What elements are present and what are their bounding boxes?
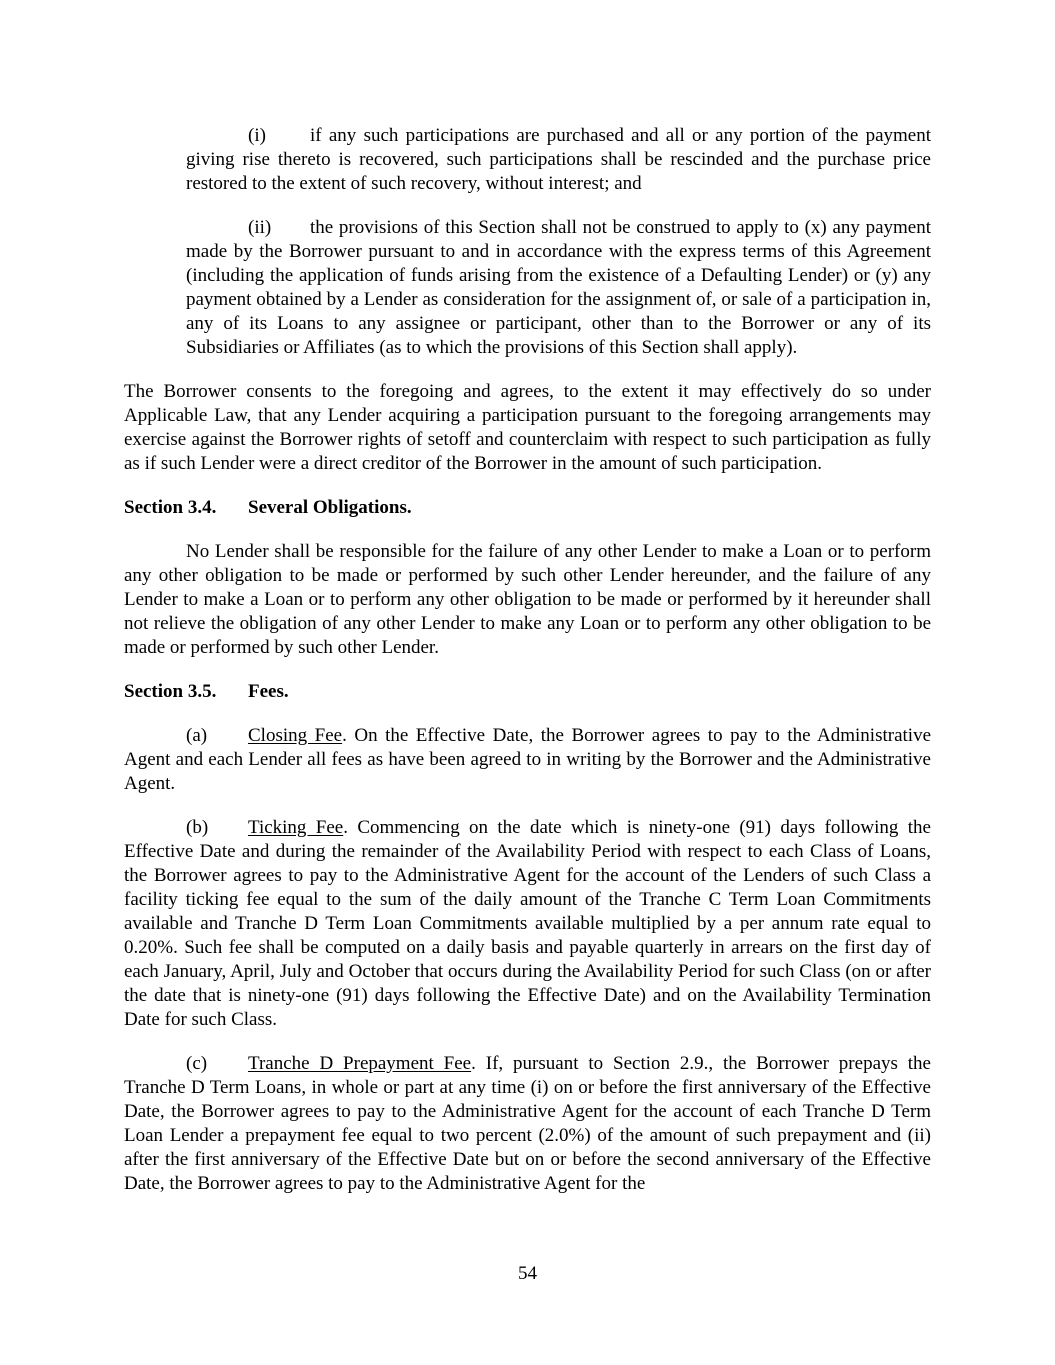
fee-item-c (124, 1052, 931, 1196)
fee-item-a-caption: Closing Fee (248, 725, 343, 746)
fee-item-b-caption: Ticking Fee (248, 817, 344, 838)
fee-item-c-caption: Tranche D Prepayment Fee (248, 1053, 472, 1074)
document-page (124, 124, 931, 1196)
clause-i (186, 124, 931, 196)
clause-ii-label: (ii) (248, 217, 272, 238)
section-3-5-title: Fees. (248, 681, 289, 702)
section-3-5-number: Section 3.5. (124, 681, 217, 702)
fee-item-a-text: . On the Effective Date, the Borrower agrees to pay to the Administrative Agent and each Lender all fees as have been agreed to in writing by the Borrower and the Administrative Agent. (124, 725, 932, 794)
page-number: 54 (518, 1263, 537, 1284)
section-3-4-body: No Lender shall be responsible for the failure of any other Lender to make a Loan or to perform any other obligation to be made or performed by such other Lender hereunder, and the failure of any Lender to make a Loan or to perform any other obligation to be made or performed by it hereunder shall not relieve the obligation of any other Lender to make any Loan or to perform any other obligation to be made or performed by such other Lender. (124, 541, 931, 658)
clause-ii-text: the provisions of this Section shall not be construed to apply to (x) any payment made by the Borrower pursuant to and in accordance with the express terms of this Agreement (including the application of funds arising from the existence of a Defaulting Lender) or (y) any payment obtained by a Lender as consideration for the assignment of, or sale of a participation in, any of its Loans to any assignee or participant, other than to the Borrower or any of its Subsidiaries or Affiliates (as to which the provisions of this Section shall apply). (186, 217, 931, 358)
section-3-4-title: Several Obligations. (248, 497, 412, 518)
clause-i-text: if any such participations are purchased and all or any portion of the payment giving rise thereto is recovered, such participations shall be rescinded and the purchase price restored to the extent of such recovery, without interest; and (186, 125, 931, 194)
fee-item-b (124, 816, 931, 1032)
clause-ii (186, 216, 931, 360)
section-3-5-heading (124, 680, 931, 704)
fee-item-b-label: (b) (186, 817, 209, 838)
fee-item-b-text: . Commencing on the date which is ninety-one (91) days following the Effective Date and during the remainder of the Availability Period with respect to each Class of Loans, the Borrower agrees to pay to the Administrative Agent for the account of the Lenders of such Class a facility ticking fee equal to the sum of the daily amount of the Tranche C Term Loan Commitments available and Tranche D Term Loan Commitments available multiplied by a per annum rate equal to 0.20%. Such fee shall be computed on a daily basis and payable quarterly in arrears on the first day of each January, April, July and October that occurs during the Availability Period for such Class (on or after the date that is ninety-one (91) days following the Effective Date) and on the Availability Termination Date for such Class. (124, 817, 931, 1030)
consent-paragraph: The Borrower consents to the foregoing and agrees, to the extent it may effectively do so under Applicable Law, that any Lender acquiring a participation pursuant to the foregoing arrangements may exercise against the Borrower rights of setoff and counterclaim with respect to such participation as fully as if such Lender were a direct creditor of the Borrower in the amount of such participation. (124, 381, 931, 474)
section-3-4-heading (124, 496, 931, 520)
section-3-4-number: Section 3.4. (124, 497, 217, 518)
clause-i-label: (i) (248, 125, 266, 146)
fee-item-a (124, 724, 931, 796)
fee-item-a-label: (a) (186, 725, 208, 746)
fee-item-c-text: . If, pursuant to Section 2.9., the Borrower prepays the Tranche D Term Loans, in whole or part at any time (i) on or before the first anniversary of the Effective Date, the Borrower agrees to pay to the Administrative Agent for the account of each Tranche D Term Loan Lender a prepayment fee equal to two percent (2.0%) of the amount of such prepayment and (ii) after the first anniversary of the Effective Date but on or before the second anniversary of the Effective Date, the Borrower agrees to pay to the Administrative Agent for the (124, 1053, 931, 1194)
fee-item-c-label: (c) (186, 1053, 208, 1074)
